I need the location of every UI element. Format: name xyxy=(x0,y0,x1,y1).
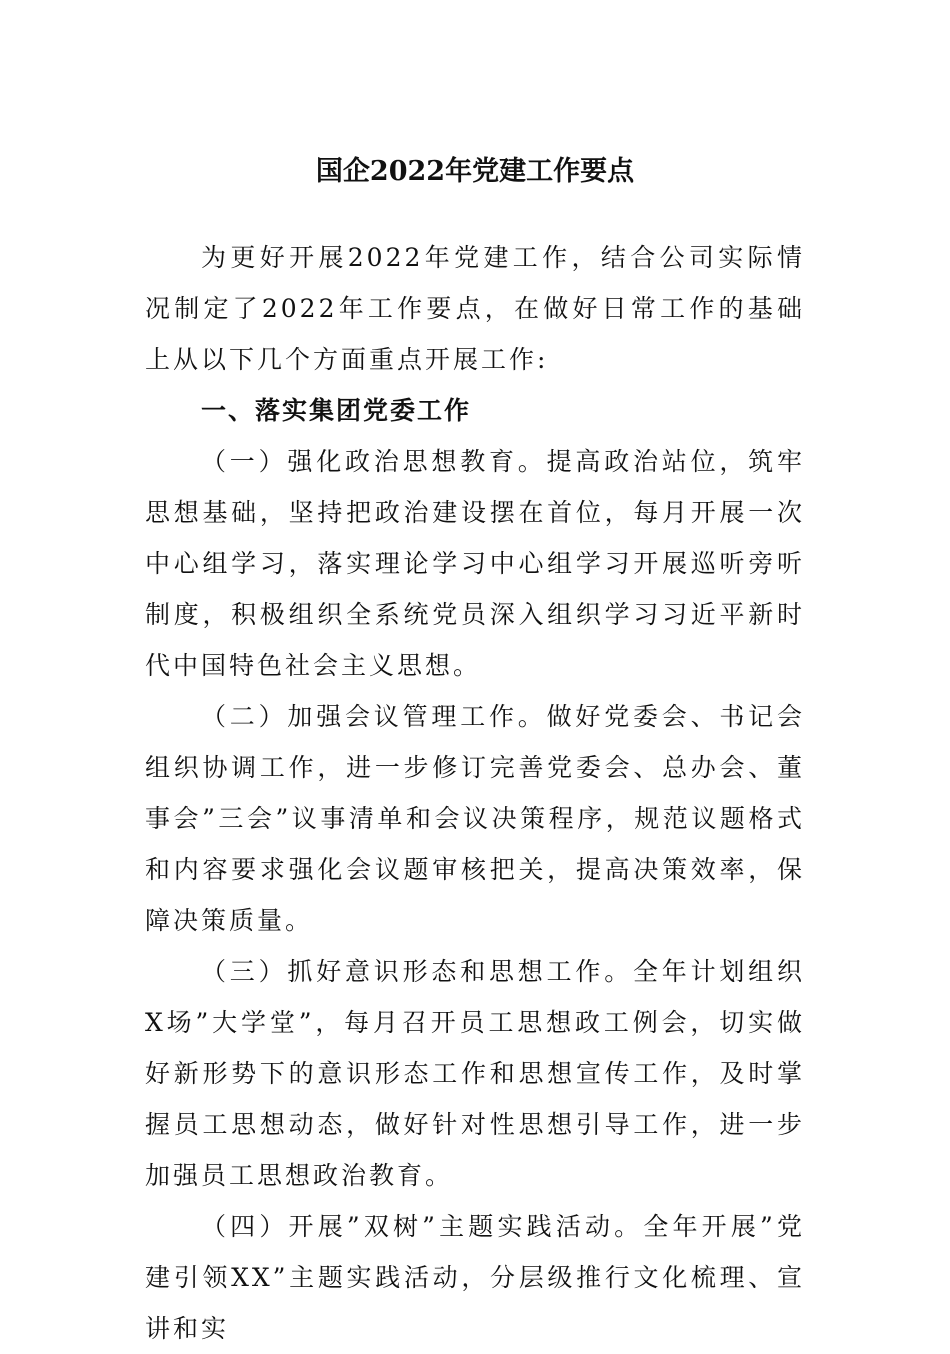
document-title: 国企2022年党建工作要点 xyxy=(315,156,635,187)
paragraph-2: （二）加强会议管理工作。做好党委会、书记会组织协调工作，进一步修订完善党委会、总办会、董事会”三会”议事清单和会议决策程序，规范议题格式和内容要求强化会议题审核把关，提高决策效率，保障决策质量。 xyxy=(145,702,805,935)
paragraph-3: （三）抓好意识形态和思想工作。全年计划组织X场”大学堂”，每月召开员工思想政工例会，切实做好新形势下的意识形态工作和思想宣传工作，及时掌握员工思想动态，做好针对性思想引导工作，进一步加强员工思想政治教育。 xyxy=(145,957,805,1190)
intro-paragraph: 为更好开展2022年党建工作，结合公司实际情况制定了2022年工作要点，在做好日常工作的基础上从以下几个方面重点开展工作: xyxy=(145,243,805,374)
document-body xyxy=(145,232,805,1354)
paragraph-1: （一）强化政治思想教育。提高政治站位，筑牢思想基础，坚持把政治建设摆在首位，每月开展一次中心组学习，落实理论学习中心组学习开展巡听旁听制度，积极组织全系统党员深入组织学习习近平新时代中国特色社会主义思想。 xyxy=(145,447,805,680)
section-heading: 一、落实集团党委工作 xyxy=(201,396,472,425)
paragraph-4: （四）开展”双树”主题实践活动。全年开展”党建引领XX”主题实践活动，分层级推行文化梳理、宣讲和实 xyxy=(145,1212,805,1343)
